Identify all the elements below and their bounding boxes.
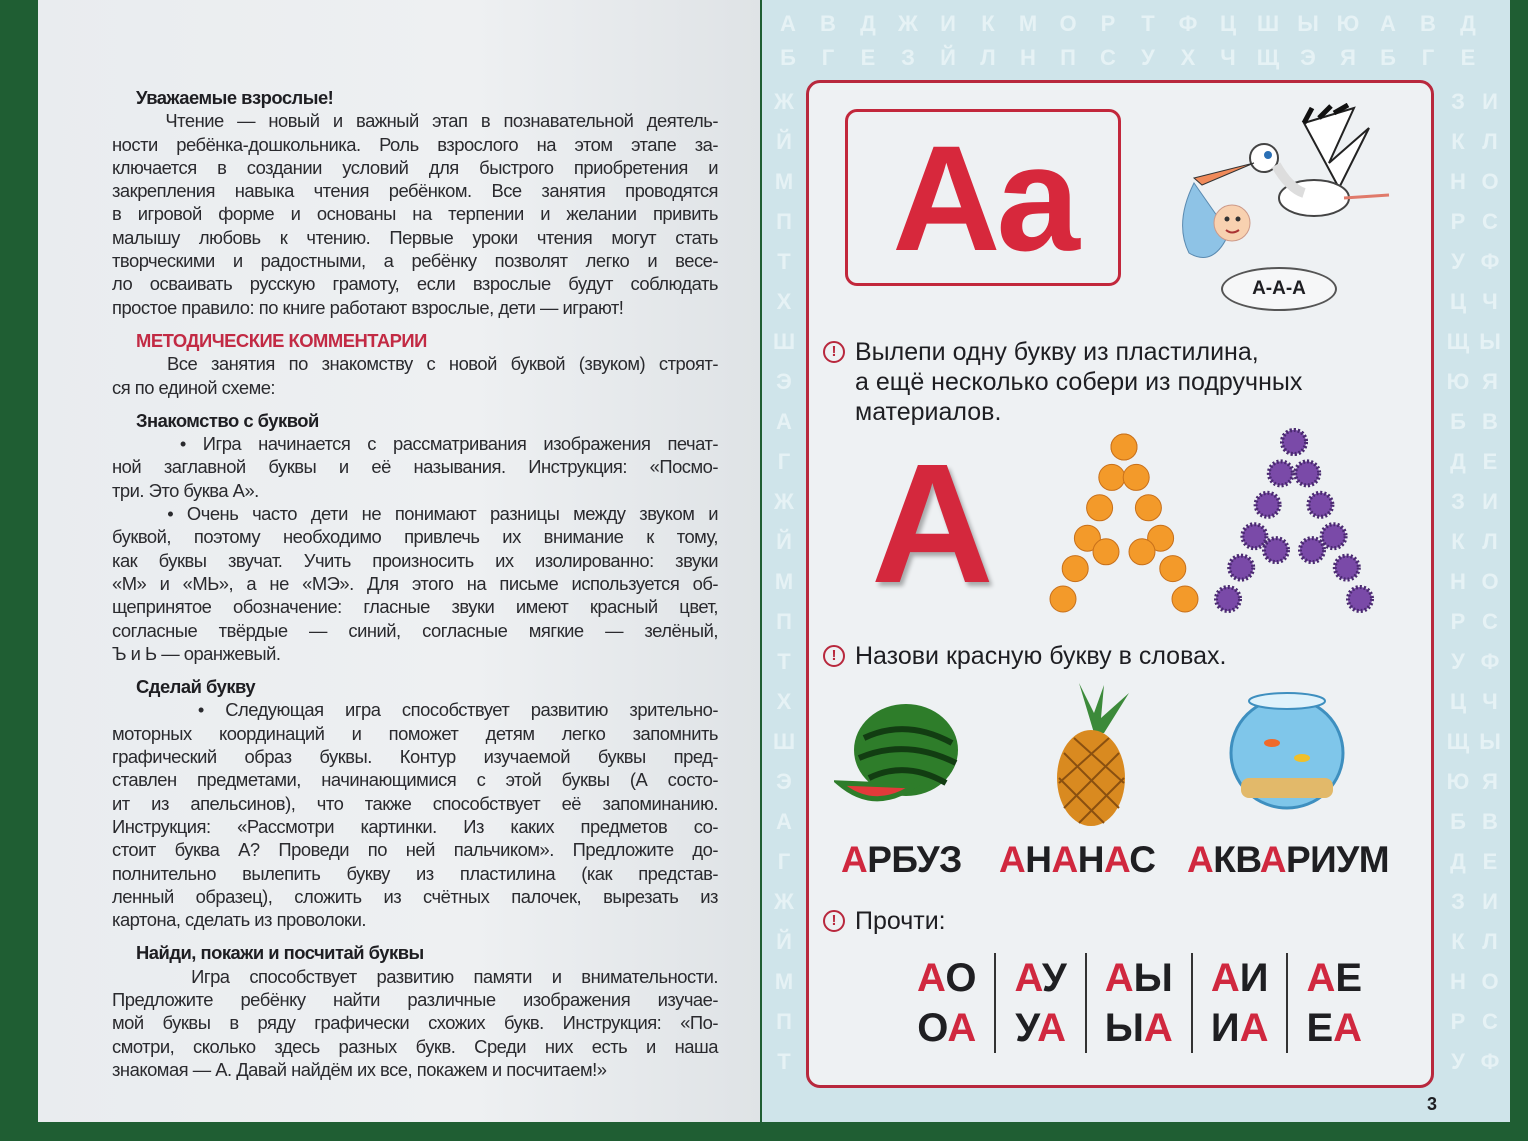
- spacer: [112, 665, 718, 675]
- background-letter: У: [1451, 249, 1465, 274]
- text-line: ставлен предметами, начинающимися с этой буквы (А состо-: [112, 769, 718, 791]
- background-letter: У: [1451, 649, 1465, 674]
- orange: [1172, 586, 1198, 612]
- black-letters: С: [1129, 839, 1156, 880]
- text-line: согласные твёрдые — синий, согласные мягкие — зелёный,: [112, 619, 718, 641]
- background-letter: О: [1481, 569, 1499, 594]
- background-letter: А: [1380, 11, 1396, 36]
- flower: [1282, 430, 1306, 454]
- background-letter: Р: [1100, 11, 1116, 36]
- spacer: [112, 399, 718, 409]
- background-letter: В: [1482, 809, 1498, 834]
- background-letter: Р: [1450, 1009, 1466, 1034]
- background-letter: О: [1481, 969, 1499, 994]
- text-line: в игровой форме и основаны на терпении и желании привить: [112, 203, 718, 225]
- text-line: «М» и «МЬ», а не «МЭ». Для этого на письме используется об-: [112, 572, 718, 594]
- text-line: Инструкция: «Рассмотри картинки. Из каких предметов со-: [112, 815, 718, 837]
- text-line: закрепления навыка чтения ребёнком. Все занятия проводятся: [112, 180, 718, 202]
- text-line: • Игра начинается с рассматривания изображения печат-: [112, 433, 718, 455]
- background-letter: С: [1482, 209, 1498, 234]
- task-name-red-letter: [823, 641, 1226, 671]
- section-heading: Сделай букву: [136, 676, 256, 698]
- letter-box: [845, 109, 1121, 286]
- text-line: простое правило: по книге работают взрослые, дети — играют!: [112, 296, 624, 318]
- syllable-column: [1191, 953, 1287, 1053]
- background-letter: Г: [777, 449, 791, 474]
- background-letter: Д: [1460, 11, 1476, 36]
- background-letter: Ж: [774, 89, 794, 114]
- background-letter: Р: [1450, 609, 1466, 634]
- background-letter: Ч: [1482, 289, 1498, 314]
- background-letter: Т: [1141, 11, 1155, 36]
- text-line: стоит буква А? Проведи по ней пальчиком». Предложите до-: [112, 839, 718, 861]
- background-letter: Е: [860, 45, 876, 70]
- task-sculpt-letter: [823, 337, 1302, 427]
- background-letter: Ц: [1219, 11, 1237, 36]
- black-letters: РБУЗ: [867, 839, 962, 880]
- exclamation-circle-icon: !: [823, 910, 845, 932]
- word-ananas: [999, 838, 1155, 882]
- background-letter: Я: [1482, 369, 1498, 394]
- flower: [1242, 524, 1266, 548]
- spacer: [112, 319, 718, 329]
- background-letter: Е: [1460, 45, 1476, 70]
- background-letter: Г: [1421, 45, 1435, 70]
- background-letter: А: [780, 11, 796, 36]
- background-letter: К: [1451, 529, 1465, 554]
- syllable-column: [994, 953, 1084, 1053]
- flower: [1256, 493, 1280, 517]
- syllable-letter: И: [1210, 1006, 1240, 1050]
- syllable-letter: А: [1239, 1006, 1269, 1050]
- syllable-letter: О: [945, 956, 977, 1000]
- orange: [1093, 539, 1119, 565]
- syllable-column: [1286, 953, 1380, 1053]
- background-letter: Т: [777, 249, 791, 274]
- background-letter: Д: [1450, 849, 1466, 874]
- orange-letter-a: [1049, 433, 1199, 613]
- black-letters: РИУМ: [1285, 839, 1390, 880]
- background-letter: Ф: [1480, 649, 1500, 674]
- background-letter: Б: [1450, 409, 1466, 434]
- background-letter: С: [1100, 45, 1116, 70]
- syllable-letter: А: [917, 956, 946, 1000]
- orange: [1129, 539, 1155, 565]
- background-letter: Б: [1380, 45, 1396, 70]
- background-letter: Ц: [1449, 689, 1467, 714]
- syllable-letter: А: [1104, 956, 1134, 1000]
- background-letter: И: [1482, 489, 1498, 514]
- syllable-column: [1085, 953, 1191, 1053]
- background-letter: Ж: [774, 889, 794, 914]
- flower: [1216, 587, 1240, 611]
- task-line: Вылепи одну букву из пластилина,: [855, 338, 1259, 366]
- text-line: ной заглавной буквы и её называния. Инструкция: «Посмо-: [112, 456, 718, 478]
- background-letter: Ы: [1479, 729, 1501, 754]
- text-line: Игра способствует развитию памяти и внимательности.: [112, 965, 718, 987]
- syllable-letter: А: [1333, 1006, 1363, 1050]
- red-letter: А: [999, 839, 1026, 880]
- speech-bubble: А-А-А: [1221, 267, 1337, 311]
- background-letter: Х: [776, 689, 792, 714]
- background-letter: Р: [1450, 209, 1466, 234]
- background-letter: Н: [1450, 969, 1466, 994]
- text-line: • Очень часто дети не понимают разницы между звуком и: [112, 503, 718, 525]
- syllable-letter: Е: [1335, 956, 1363, 1000]
- adults-guide-text: [112, 86, 718, 1081]
- pineapple-illustration: [1039, 683, 1149, 828]
- text-line: Чтение — новый и важный этап в познавательной деятель-: [112, 110, 718, 132]
- background-letter: П: [776, 1009, 792, 1034]
- black-letters: КВ: [1213, 839, 1260, 880]
- background-letter: Т: [777, 649, 791, 674]
- aquarium-illustration: [1227, 683, 1347, 813]
- background-letter: У: [1451, 1049, 1465, 1074]
- stork-with-baby-illustration: [1154, 103, 1394, 273]
- text-line: как буквы звучат. Учить произносить их изолированно: звуки: [112, 549, 718, 571]
- task-read: [823, 906, 946, 936]
- background-letter: Ч: [1482, 689, 1498, 714]
- red-letter: А: [1103, 839, 1130, 880]
- syllable: [917, 1003, 976, 1053]
- task-line: а ещё несколько собери из подручных: [855, 368, 1303, 396]
- background-letter: М: [774, 969, 794, 994]
- background-letter: К: [1451, 929, 1465, 954]
- text-line: мой буквы в ряду графически схожих букв. Инструкция: «По-: [112, 1012, 718, 1034]
- text-line: картона, сделать из проволоки.: [112, 909, 366, 931]
- flower: [1229, 556, 1253, 580]
- background-letter: Ю: [1446, 369, 1470, 394]
- background-letter: В: [1420, 11, 1436, 36]
- syllable: [1014, 1003, 1066, 1053]
- syllable-letter: Ы: [1104, 1006, 1144, 1050]
- background-letter: С: [1482, 609, 1498, 634]
- background-letter: Щ: [1446, 729, 1470, 754]
- background-letter: Ц: [1449, 289, 1467, 314]
- background-letter: Ф: [1480, 1049, 1500, 1074]
- section-heading: Найди, покажи и посчитай буквы: [136, 942, 424, 964]
- background-letter: Н: [1020, 45, 1036, 70]
- background-letter: Э: [776, 769, 792, 794]
- watermelon-illustration: [834, 698, 969, 808]
- flower: [1264, 538, 1288, 562]
- letter-aa: Аа: [892, 113, 1074, 282]
- background-letter: Б: [780, 45, 796, 70]
- background-letter: А: [776, 809, 792, 834]
- page-number: 3: [1427, 1094, 1438, 1114]
- background-letter: И: [1482, 889, 1498, 914]
- background-letter: Т: [777, 1049, 791, 1074]
- syllable-letter: Е: [1306, 1006, 1334, 1050]
- red-letter: А: [1259, 839, 1286, 880]
- orange: [1099, 464, 1125, 490]
- task-text: Назови красную букву в словах.: [855, 642, 1227, 670]
- plasticine-letter-a: А: [871, 429, 994, 619]
- text-line: малышу любовь к чтению. Первые уроки чтения могут стать: [112, 226, 718, 248]
- syllable-letter: У: [1041, 956, 1067, 1000]
- background-letter: Л: [1482, 129, 1498, 154]
- background-letter: З: [901, 45, 915, 70]
- syllable: [1014, 953, 1066, 1003]
- text-line: Ъ и Ь — оранжевый.: [112, 642, 281, 664]
- background-letter: Ш: [772, 729, 796, 754]
- background-letter: Ю: [1336, 11, 1360, 36]
- background-letter: М: [774, 569, 794, 594]
- orange: [1062, 556, 1088, 582]
- background-letter: П: [776, 209, 792, 234]
- syllable-letter: И: [1239, 956, 1269, 1000]
- background-letter: З: [1451, 89, 1465, 114]
- text-line: ности ребёнка-дошкольника. Роль взрослого на этом этапе за-: [112, 133, 718, 155]
- background-letter: Щ: [1256, 45, 1280, 70]
- background-letter: Ш: [772, 329, 796, 354]
- flower: [1269, 461, 1293, 485]
- background-letter: Е: [1482, 449, 1498, 474]
- text-line: смотри, сколько здесь разных букв. Среди них есть и наша: [112, 1035, 718, 1057]
- flower-letter-a: [1214, 428, 1374, 613]
- background-letter: О: [1059, 11, 1077, 36]
- background-letter: В: [820, 11, 836, 36]
- text-line: щепринятое обозначение: гласные звуки имеют красный цвет,: [112, 596, 718, 618]
- background-letter: Х: [776, 289, 792, 314]
- text-line: ся по единой схеме:: [112, 376, 276, 398]
- syllable: [1306, 953, 1362, 1003]
- section-heading: Знакомство с буквой: [136, 409, 319, 431]
- background-letter: К: [981, 11, 995, 36]
- background-letter: Ф: [1480, 249, 1500, 274]
- text-line: • Следующая игра способствует развитию зрительно-: [112, 699, 718, 721]
- syllable-letter: А: [1210, 956, 1240, 1000]
- syllable: [1105, 953, 1173, 1003]
- background-letter: Д: [860, 11, 876, 36]
- background-letter: Е: [1482, 849, 1498, 874]
- background-letter: К: [1451, 129, 1465, 154]
- task-line: материалов.: [855, 398, 1002, 426]
- background-letter: Г: [821, 45, 835, 70]
- red-letter: А: [841, 839, 868, 880]
- background-letter: П: [776, 609, 792, 634]
- exclamation-circle-icon: !: [823, 645, 845, 667]
- syllable-letter: А: [1037, 1006, 1066, 1050]
- orange: [1160, 556, 1186, 582]
- text-line: ит из апельсинов), что также способствует её запоминанию.: [112, 792, 718, 814]
- orange: [1111, 434, 1137, 460]
- background-letter: З: [1451, 889, 1465, 914]
- flower: [1300, 538, 1324, 562]
- background-letter: Ш: [1256, 11, 1280, 36]
- red-letter: А: [1051, 839, 1078, 880]
- syllable: [1105, 1003, 1173, 1053]
- flower: [1322, 524, 1346, 548]
- syllable-letter: У: [1015, 1006, 1038, 1050]
- syllable: [1306, 1003, 1362, 1053]
- syllable-letter: А: [1014, 956, 1042, 1000]
- task-text: Прочти:: [855, 907, 946, 935]
- text-line: Предложите ребёнку найти различные изображения изучае-: [112, 988, 718, 1010]
- lesson-card: [806, 80, 1434, 1088]
- syllable: [1211, 953, 1269, 1003]
- syllable: [917, 953, 976, 1003]
- syllable-letter: О: [917, 1006, 948, 1050]
- orange: [1050, 586, 1076, 612]
- background-letter: Л: [1482, 529, 1498, 554]
- background-letter: Н: [1450, 569, 1466, 594]
- flower: [1308, 493, 1332, 517]
- background-letter: Ю: [1446, 769, 1470, 794]
- background-letter: О: [1481, 169, 1499, 194]
- background-letter: И: [940, 11, 956, 36]
- background-letter: Й: [940, 45, 956, 70]
- background-letter: М: [1018, 11, 1038, 36]
- background-letter: С: [1482, 1009, 1498, 1034]
- background-letter: В: [1482, 409, 1498, 434]
- background-letter: Б: [1450, 809, 1466, 834]
- right-page: [762, 0, 1510, 1122]
- background-letter: А: [776, 409, 792, 434]
- background-letter: Й: [776, 129, 792, 154]
- background-letter: Й: [776, 929, 792, 954]
- flower: [1348, 587, 1372, 611]
- background-letter: Ы: [1297, 11, 1319, 36]
- orange: [1123, 464, 1149, 490]
- text-line: Все занятия по знакомству с новой буквой (звуком) строят-: [112, 353, 718, 375]
- syllable-letter: А: [1143, 1006, 1173, 1050]
- syllable-letter: А: [1306, 956, 1336, 1000]
- background-letter: Ж: [774, 489, 794, 514]
- text-line: ленный образец), сложить из счётных палочек, вырезать из: [112, 885, 718, 907]
- text-line: полнительно вылепить букву из пластилина (как представ-: [112, 862, 718, 884]
- text-line: буквой, поэтому необходимо привлечь их внимание к тому,: [112, 526, 718, 548]
- background-letter: Ж: [898, 11, 918, 36]
- exclamation-circle-icon: !: [823, 341, 845, 363]
- text-line: графический образ буквы. Контур изучаемой буквы пред-: [112, 746, 718, 768]
- word-akvarium: [1187, 838, 1389, 882]
- syllable-table: [899, 953, 1380, 1053]
- background-letter: М: [774, 169, 794, 194]
- background-letter: Щ: [1446, 329, 1470, 354]
- background-letter: И: [1482, 89, 1498, 114]
- syllable-letter: Ы: [1133, 956, 1173, 1000]
- text-line: ключается в создании условий для быстрого приобретения и: [112, 156, 718, 178]
- black-letters: Н: [1025, 839, 1052, 880]
- background-letter: Ф: [1178, 11, 1198, 36]
- background-letter: Л: [1482, 929, 1498, 954]
- background-letter: У: [1141, 45, 1155, 70]
- background-letter: Ч: [1220, 45, 1236, 70]
- background-letter: Л: [980, 45, 996, 70]
- text-line: три. Это буква А».: [112, 479, 259, 501]
- word-arbuz: [841, 838, 962, 882]
- background-letter: Я: [1340, 45, 1356, 70]
- section-heading: Уважаемые взрослые!: [136, 87, 334, 108]
- orange: [1087, 495, 1113, 521]
- text-line: ло осваивать русскую грамоту, если взрослые будут соблюдать: [112, 273, 718, 295]
- section-heading: МЕТОДИЧЕСКИЕ КОММЕНТАРИИ: [136, 329, 427, 351]
- orange: [1135, 495, 1161, 521]
- background-letter: Э: [776, 369, 792, 394]
- text-line: знакомая — А. Давай найдём их все, покажем и посчитаем!»: [112, 1058, 607, 1080]
- background-letter: Ы: [1479, 329, 1501, 354]
- left-page: [38, 0, 760, 1122]
- red-letter: А: [1187, 839, 1214, 880]
- spacer: [112, 931, 718, 941]
- flower: [1295, 461, 1319, 485]
- background-letter: Д: [1450, 449, 1466, 474]
- syllable-letter: А: [947, 1006, 977, 1050]
- text-line: творческими и радостными, а ребёнку позволят легко и весе-: [112, 250, 718, 272]
- text-line: моторных координаций и поможет детям легко запомнить: [112, 722, 718, 744]
- background-letter: З: [1451, 489, 1465, 514]
- flower: [1335, 556, 1359, 580]
- background-letter: Х: [1180, 45, 1196, 70]
- background-letter: Э: [1300, 45, 1316, 70]
- black-letters: Н: [1077, 839, 1104, 880]
- background-letter: Й: [776, 529, 792, 554]
- syllable: [1211, 1003, 1269, 1053]
- background-letter: П: [1060, 45, 1076, 70]
- background-letter: Н: [1450, 169, 1466, 194]
- background-letter: Я: [1482, 769, 1498, 794]
- syllable-column: [899, 953, 994, 1053]
- background-letter: Г: [777, 849, 791, 874]
